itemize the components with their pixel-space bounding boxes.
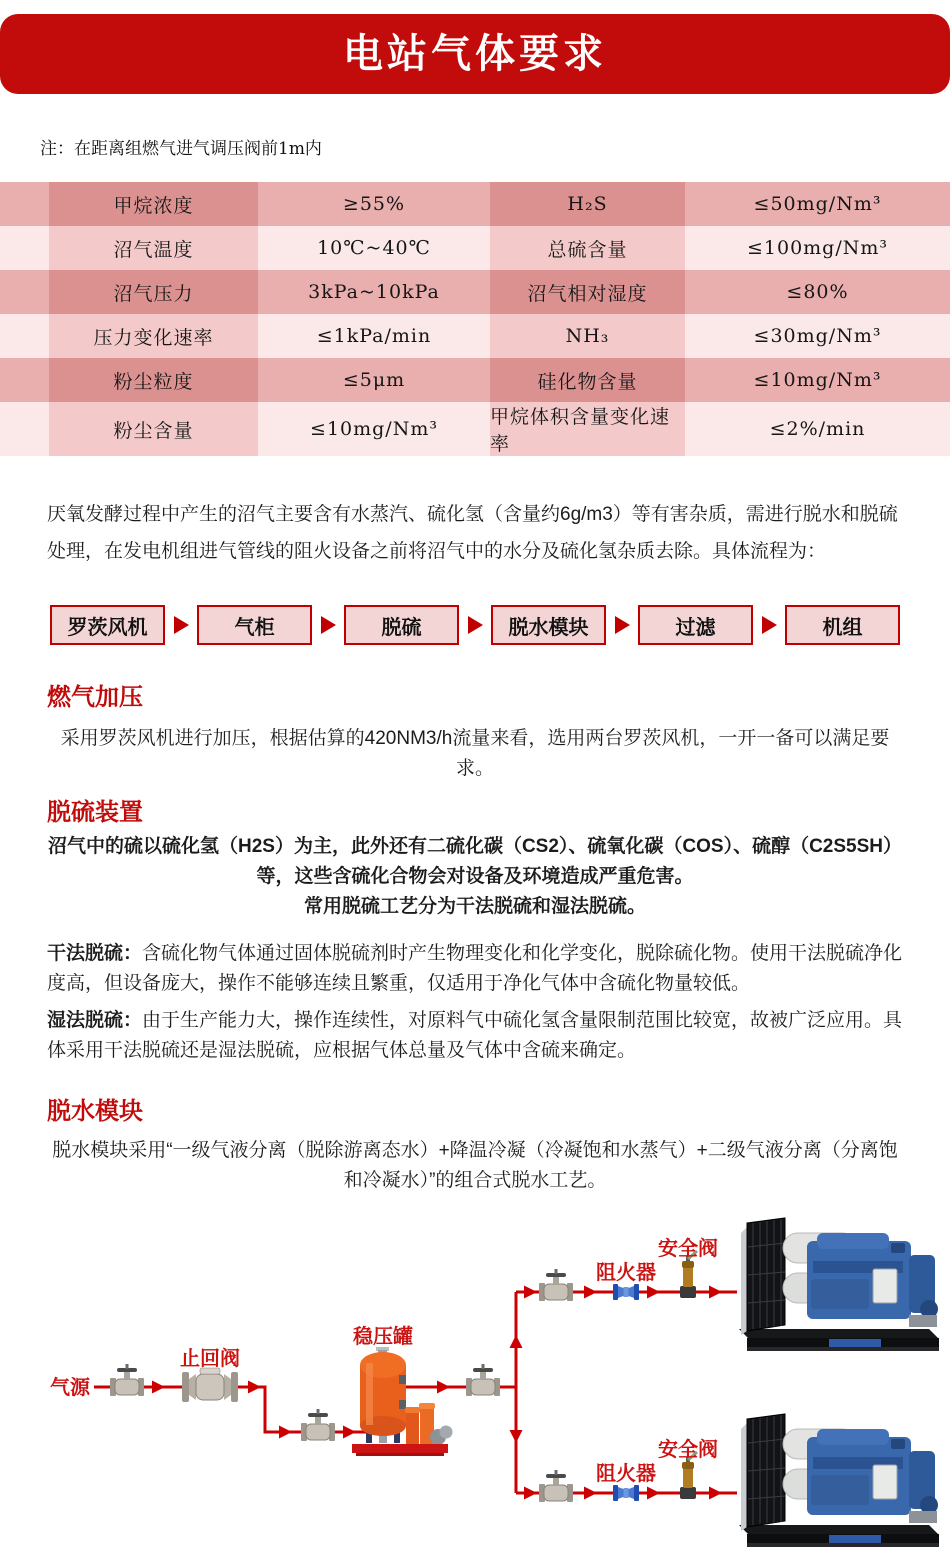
process-flow: [50, 605, 900, 645]
arrow-right-icon: [437, 1381, 450, 1394]
flow-step-genset: 机组: [785, 605, 900, 645]
flame-arrester-icon: [613, 1284, 639, 1300]
gate-valve-icon: [539, 1470, 573, 1502]
arrow-right-icon: [152, 1381, 165, 1394]
param-value: ≤1kPa/min: [258, 314, 490, 358]
pressurize-paragraph: 采用罗茨风机进行加压，根据估算的420NM3/h流量来看，选用两台罗茨风机，一开一备可以满足要求。: [60, 728, 890, 779]
arrow-right-icon: [468, 616, 483, 634]
arrow-right-icon: [584, 1487, 597, 1500]
param-value: ≤2%/min: [685, 402, 950, 456]
gate-valve-icon: [539, 1269, 573, 1301]
param-label: 压力变化速率: [49, 314, 258, 358]
param-value: ≤10mg/Nm³: [258, 402, 490, 456]
check-valve-label: 止回阀: [180, 1346, 240, 1370]
param-label: 硅化物含量: [490, 358, 685, 402]
arrow-right-icon: [524, 1286, 537, 1299]
intro-paragraph: 厌氧发酵过程中产生的沼气主要含有水蒸汽、硫化氢（含量约6g/m3）等有害杂质，需进行脱水和脱硫处理，在发电机组进气管线的阻火设备之前将沼气中的水分及硫化氢杂质去除。具体流程为：: [47, 504, 898, 562]
param-label: 总硫含量: [490, 226, 685, 270]
section-heading-dewater: 脱水模块: [47, 1098, 143, 1125]
gas-source-label: 气源: [50, 1375, 90, 1399]
param-value: ≤80%: [685, 270, 950, 314]
dry-method-term: 干法脱硫：: [47, 943, 143, 964]
stabilizer-tank: [352, 1347, 453, 1456]
genset-icon: [739, 1414, 939, 1547]
arrow-right-icon: [647, 1286, 660, 1299]
gas-requirements-table: [0, 182, 950, 455]
desulfurize-lead2-text: 常用脱硫工艺分为干法脱硫和湿法脱硫。: [303, 896, 646, 917]
table-row: [0, 270, 950, 314]
flow-step-filter: 过滤: [638, 605, 753, 645]
tank-base: [352, 1444, 448, 1453]
section-heading-pressurize: 燃气加压: [47, 684, 143, 711]
table-margin-cell: [0, 182, 49, 226]
arrow-down-icon: [510, 1430, 523, 1443]
param-value: 3kPa~10kPa: [258, 270, 490, 314]
flow-step-roots-blower: 罗茨风机: [50, 605, 165, 645]
flow-step-dewater-module: 脱水模块: [491, 605, 606, 645]
param-value: ≤50mg/Nm³: [685, 182, 950, 226]
dewater-paragraph: 脱水模块采用“一级气液分离（脱除游离态水）+降温冷凝（冷凝饱和水蒸气）+二级气液分离（分离饱和冷凝水）”的组合式脱水工艺。: [52, 1140, 898, 1191]
arrow-right-icon: [615, 616, 630, 634]
section-heading-desulfurize: 脱硫装置: [47, 799, 143, 826]
title-banner: [0, 14, 950, 94]
table-margin-cell: [0, 270, 49, 314]
note-text: 注：在距离组燃气进气调压阀前1m内: [40, 139, 322, 159]
param-label: 粉尘粒度: [49, 358, 258, 402]
flame-arrester-label: 阻火器: [596, 1260, 656, 1284]
param-value: 10℃~40℃: [258, 226, 490, 270]
flame-arrester-label: 阻火器: [596, 1461, 656, 1485]
table-margin-cell: [0, 314, 49, 358]
arrow-right-icon: [279, 1426, 292, 1439]
flame-arrester-icon: [613, 1485, 639, 1501]
wet-method-text: 由于生产能力大，操作连续性，对原料气中硫化氢含量限制范围比较宽，故被广泛应用。具体采用干法脱硫还是湿法脱硫，应根据气体总量及气体中含硫来确定。: [47, 1010, 903, 1061]
param-label: 沼气压力: [49, 270, 258, 314]
wet-method-term: 湿法脱硫：: [47, 1010, 143, 1031]
table-row: [0, 182, 950, 226]
arrow-right-icon: [709, 1487, 722, 1500]
safety-valve-label: 安全阀: [658, 1437, 718, 1461]
table-margin-cell: [0, 358, 49, 402]
param-value: ≤5μm: [258, 358, 490, 402]
arrow-right-icon: [762, 616, 777, 634]
arrow-up-icon: [510, 1335, 523, 1348]
table-margin-cell: [0, 226, 49, 270]
gate-valve-icon: [466, 1364, 500, 1396]
arrow-right-icon: [248, 1381, 261, 1394]
arrow-right-icon: [647, 1487, 660, 1500]
flow-step-gas-holder: 气柜: [197, 605, 312, 645]
gate-valve-icon: [110, 1364, 144, 1396]
table-row: [0, 226, 950, 270]
param-label: 甲烷浓度: [49, 182, 258, 226]
param-label: H₂S: [490, 182, 685, 226]
arrow-right-icon: [584, 1286, 597, 1299]
page-title: 电站气体要求: [343, 32, 607, 76]
genset-icon: [739, 1218, 939, 1351]
flow-step-desulfurization: 脱硫: [344, 605, 459, 645]
param-value: ≥55%: [258, 182, 490, 226]
gate-valve-icon: [301, 1409, 335, 1441]
check-valve-icon: [182, 1368, 238, 1402]
param-label: 甲烷体积含量变化速率: [490, 402, 685, 456]
arrow-right-icon: [343, 1426, 356, 1439]
param-value: ≤30mg/Nm³: [685, 314, 950, 358]
table-margin-cell: [0, 402, 49, 456]
arrow-right-icon: [174, 616, 189, 634]
param-label: NH₃: [490, 314, 685, 358]
param-label: 沼气相对湿度: [490, 270, 685, 314]
dry-method-paragraph: [47, 939, 903, 999]
table-row: [0, 402, 950, 455]
param-value: ≤100mg/Nm³: [685, 226, 950, 270]
safety-valve-label: 安全阀: [658, 1236, 718, 1260]
arrow-right-icon: [524, 1487, 537, 1500]
param-label: 粉尘含量: [49, 402, 258, 456]
arrow-right-icon: [321, 616, 336, 634]
desulfurize-lead: [47, 832, 903, 922]
param-value: ≤10mg/Nm³: [685, 358, 950, 402]
filter-cylinder: [406, 1410, 419, 1446]
table-row: [0, 358, 950, 402]
desulfurize-lead-text: 沼气中的硫以硫化氢（H2S）为主，此外还有二硫化碳（CS2）、硫氧化碳（COS）、硫醇（C2S5SH）等，这些含硫化合物会对设备及环境造成严重危害。: [47, 836, 903, 887]
param-label: 沼气温度: [49, 226, 258, 270]
stabilizer-tank-label: 稳压罐: [353, 1324, 413, 1348]
piping-diagram: [0, 1215, 950, 1553]
table-row: [0, 314, 950, 358]
arrow-right-icon: [709, 1286, 722, 1299]
wet-method-paragraph: [47, 1006, 903, 1066]
dry-method-text: 含硫化物气体通过固体脱硫剂时产生物理变化和化学变化，脱除硫化物。使用干法脱硫净化度高，但设备庞大，操作不能够连续且繁重，仅适用于净化气体中含硫化物量较低。: [47, 943, 903, 994]
